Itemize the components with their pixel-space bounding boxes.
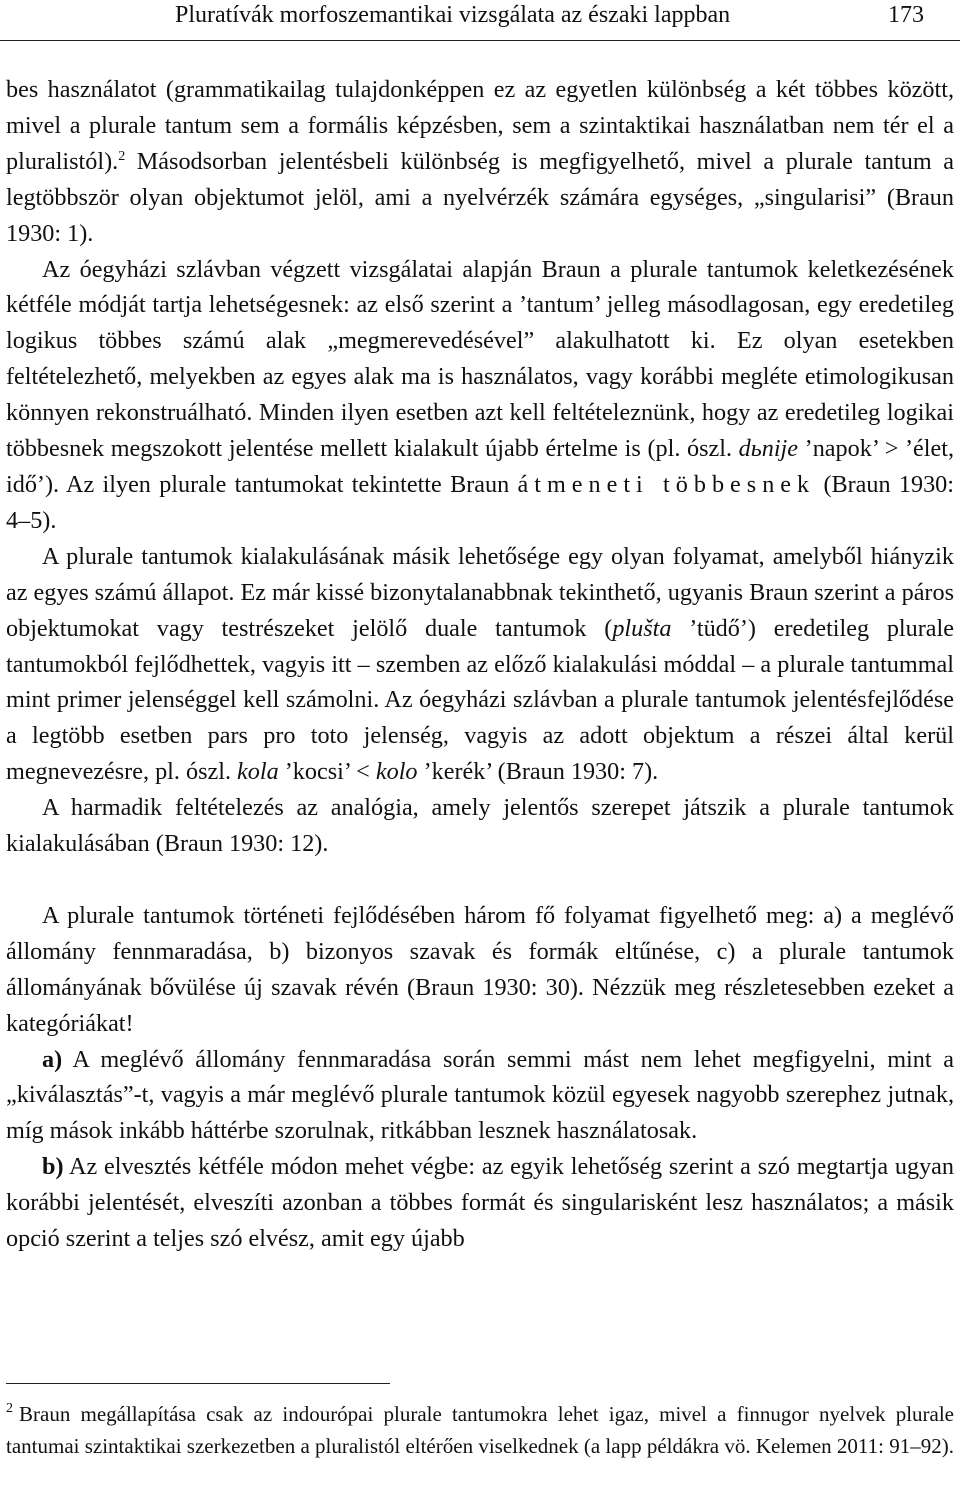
paragraph: A plurale tantumok kialakulásának másik lehetősége egy olyan folyamat, amelyből hiányzik az egyes számú állapot. Ez már kissé bizonytalanabbnak tekinthető, ugyanis Braun szerint a páros objektumokat vagy testrészeket jelölő duale tantumok (plušta ’tüdő’) eredetileg plurale tantumokból fejlődhettek, vagyis itt – szemben az előző kialakulási móddal – a plurale tantummal mint primer jelenséggel kell számolni. Az óegyházi szlávban a plurale tantumok jelentésfejlődése a legtöbb esetben pars pro toto jelenség, vagyis az adott objektum a részei által kerül megnevezésre, pl. ószl. kola ’kocsi’ < kolo ’kerék’ (Braun 1930: 7).	[6, 542, 954, 786]
paragraph: A harmadik feltételezés az analógia, amely jelentős szerepet játszik a plurale tantumok kialakulásában (Braun 1930: 12).	[6, 794, 954, 858]
footnote-number: 2	[6, 1401, 13, 1416]
paragraph: b) Az elvesztés kétféle módon mehet végbe: az egyik lehetőség szerint a szó megtartja ugyan korábbi jelentését, elveszíti azonban a többes formát és singularisként lesz használatos; a másik opció szerint a teljes szó elvész, amit egy újabb	[6, 1153, 954, 1253]
section-gap	[6, 862, 954, 898]
running-title: Pluratívák morfoszemantikai vizsgálata az északi lappban	[175, 2, 731, 28]
list-label: a)	[42, 1045, 63, 1073]
paragraph: bes használatot (grammatikailag tulajdonképpen ez az egyetlen különbség a két többes között, mivel a plurale tantum sem a formális képzésben, sem a szintaktikai használatban nem tér el a pluralistól).$^2$ Másodsorban jelentésbeli különbség is megfigyelhető, mivel a plurale tantum a legtöbbször olyan objektumot jelöl, ami a nyelvérzék számára egységes, „singularisi” (Braun 1930: 1).	[6, 76, 954, 247]
paragraph: A plurale tantumok történeti fejlődésében három fő folyamat figyelhető meg: a) a meglévő állomány fennmaradása, b) bizonyos szavak és formák eltűnése, c) a plurale tantumok állományának bővülése új szavak révén (Braun 1930: 30). Nézzük meg részletesebben ezeket a kategóriákat!	[6, 901, 954, 1037]
paragraph: a) A meglévő állomány fennmaradása során semmi mást nem lehet megfigyelni, mint a „kiválasztás”-t, vagyis a már meglévő plurale tantumok közül egyesek nagyobb szerephez jutnak, míg mások inkább háttérbe szorulnak, ritkábban lesznek használatosak.	[6, 1045, 954, 1145]
paragraph: Az óegyházi szlávban végzett vizsgálatai alapján Braun a plurale tantumok keletkezésének kétféle módját tartja lehetségesnek: az első szerint a ’tantum’ jelleg másodlagosan, egy eredetileg logikus többes számú alak „megmerevedésével” alakulhatott ki. Ez olyan esetekben feltételezhető, melyekben az egyes alak ma is használatos, vagy korábbi megléte etimologikusan könnyen rekonstruálható. Minden ilyen esetben azt kell feltételeznünk, hogy az eredetileg logikai többesnek megszokott jelentése mellett kialakult újabb értelme is (pl. ószl. dьnije ’napok’ > ’élet, idő’). Az ilyen plurale tantumokat tekintette Braun átmeneti többesnek (Braun 1930: 4–5).	[6, 255, 955, 534]
page-number: 173	[888, 2, 924, 28]
cited-term: dьnije	[738, 435, 799, 463]
cited-term: plušta	[612, 614, 672, 642]
footnote	[6, 1399, 954, 1462]
footnote-reference[interactable]: 2	[118, 148, 126, 164]
body-text	[6, 72, 954, 1257]
list-label: b)	[42, 1153, 64, 1181]
footnote-divider	[6, 1383, 390, 1384]
footnote-text: Braun megállapítása csak az indourópai plurale tantumokra lehet igaz, mivel a finnugor nyelvek plurale tantumai szintaktikai szerkezetben a pluralistól eltérően viselkednek (a lapp példákra vö. Kelemen 2011: 91–92).	[6, 1402, 954, 1458]
cited-term: kola	[237, 758, 279, 786]
spaced-term: átmeneti többesnek	[517, 470, 816, 498]
cited-term: kolo	[375, 758, 418, 786]
running-header	[0, 0, 960, 41]
